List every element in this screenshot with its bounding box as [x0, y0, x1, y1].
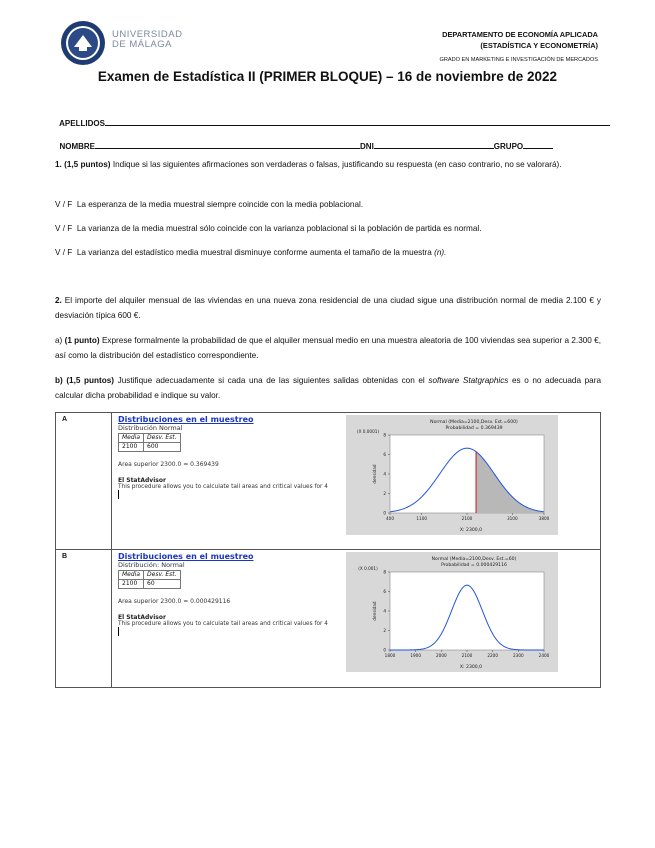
- q2-number: 2.: [55, 296, 62, 305]
- statement-1-text: La esperanza de la media muestral siempre coincide con la media poblacional.: [76, 200, 364, 209]
- output-label-b: B: [56, 550, 112, 688]
- university-line2: DE MÁLAGA: [112, 39, 172, 50]
- output-content-b: [112, 550, 601, 688]
- y-tick-label: 2: [383, 491, 386, 496]
- statadvisor-heading-b: El StatAdvisor: [118, 614, 166, 621]
- university-name: [112, 30, 182, 50]
- exam-title: Examen de Estadística II (PRIMER BLOQUE) – 16 de noviembre de 2022: [97, 69, 558, 84]
- x-tick-label: 1800: [384, 653, 396, 658]
- chart-panel-a: [346, 415, 558, 535]
- dist-sub-a: Distribución Normal: [118, 424, 183, 432]
- statgraphics-outputs-table: [55, 412, 601, 688]
- output-row-a: [56, 413, 601, 550]
- vf-option-3[interactable]: V / F: [55, 248, 73, 257]
- param-mean-value: 2100: [119, 580, 144, 589]
- text-cursor-a: [118, 490, 119, 499]
- x-tick-label: 1100: [416, 516, 428, 521]
- normal-chart-b: [346, 552, 558, 672]
- y-tick-label: 0: [383, 510, 386, 516]
- q2b-software: software Statgraphics: [428, 376, 509, 385]
- y-tick-label: 0: [383, 647, 386, 653]
- y-tick-label: 8: [383, 569, 386, 575]
- statgraphics-panel-b: [118, 552, 353, 636]
- statement-2: [55, 224, 625, 233]
- dist-sub-b: Distribución: Normal: [118, 561, 185, 569]
- q2-text: El importe del alquiler mensual de las viviendas en una nueva zona residencial de una ciudad sigue una distribución normal de media 2.100 € y desviación típica 600 €.: [55, 296, 602, 320]
- q2b-label: b): [55, 376, 63, 385]
- param-sd-value: 600: [144, 443, 181, 452]
- q2a-label: a): [55, 336, 63, 345]
- param-header-sd: Desv. Est.: [144, 434, 181, 443]
- x-tick-label: 2100: [461, 653, 473, 658]
- statgraphics-panel-a: [118, 415, 353, 499]
- degree-name: GRADO EN MARKETING E INVESTIGACIÓN DE MERCADOS: [439, 57, 598, 63]
- param-sd-value: 60: [144, 580, 181, 589]
- y-tick-label: 8: [383, 432, 386, 438]
- y-tick-label: 6: [383, 452, 386, 457]
- question-2b: [55, 373, 601, 403]
- x-tick-label: 2300: [512, 653, 524, 658]
- q2b-text-post: es o no adecuada para calcular dicha probabilidad e indique su valor.: [55, 376, 601, 400]
- output-row-b: [56, 550, 601, 688]
- y-axis-label: densidad: [372, 601, 377, 621]
- dist-title-b[interactable]: Distribuciones en el muestreo: [118, 552, 254, 561]
- vf-option-1[interactable]: V / F: [55, 200, 73, 209]
- question-2: [55, 293, 601, 323]
- x-tick-label: 2100: [461, 516, 473, 521]
- apellidos-label: APELLIDOS: [59, 119, 105, 128]
- department-heading: [442, 29, 598, 51]
- department-line2: (ESTADÍSTICA Y ECONOMETRÍA): [480, 41, 598, 50]
- university-seal-logo: [60, 20, 106, 66]
- y-tick-label: 6: [383, 589, 386, 594]
- y-scale-label: (X 0.001): [358, 566, 378, 571]
- q2a-points: (1 punto): [64, 336, 100, 345]
- q2b-text-pre: Justifique adecuadamente si cada una de las siguientes salidas obtenidas con el: [117, 376, 425, 385]
- question-1: [55, 157, 601, 172]
- q1-number: 1.: [55, 160, 62, 169]
- dni-field[interactable]: [360, 142, 494, 151]
- param-mean-value: 2100: [119, 443, 144, 452]
- area-result-a: Area superior 2300.0 = 0.369439: [118, 461, 219, 468]
- output-label-a: A: [56, 413, 112, 550]
- params-table-a: [118, 433, 181, 452]
- dni-label: DNI: [360, 142, 374, 151]
- x-axis-label: X: 2300,0: [459, 665, 483, 670]
- vf-option-2[interactable]: V / F: [55, 224, 73, 233]
- y-tick-label: 4: [383, 471, 386, 477]
- normal-chart-a: [346, 415, 558, 535]
- statadvisor-text-a: This procedure allows you to calculate tail areas and critical values for 4: [118, 484, 328, 490]
- name-row: [55, 131, 553, 151]
- x-tick-label: 1900: [410, 653, 422, 658]
- plot-area: [390, 572, 544, 650]
- question-2a: [55, 333, 601, 363]
- q2a-text: Exprese formalmente la probabilidad de que el alquiler mensual medio en una muestra aleatoria de 100 viviendas sea superior a 2.300 €, así como la distribución del estadístico correspondiente.: [55, 336, 601, 360]
- y-scale-label: (X 0.0001): [356, 429, 380, 434]
- x-axis-label: X: 2300,0: [459, 528, 483, 533]
- dist-title-a[interactable]: Distribuciones en el muestreo: [118, 415, 254, 424]
- statadvisor-heading-a: El StatAdvisor: [118, 477, 166, 484]
- department-line1: DEPARTAMENTO DE ECONOMÍA APLICADA: [442, 30, 598, 39]
- q1-text: Indique si las siguientes afirmaciones son verdaderas o falsas, justificando su respuesta (en caso contrario, no se valorará).: [112, 160, 562, 169]
- statement-2-text: La varianza de la media muestral sólo coincide con la varianza poblacional si la población de partida es normal.: [76, 224, 482, 233]
- q2b-points: (1,5 puntos): [66, 376, 115, 385]
- param-header-mean: Media: [119, 571, 144, 580]
- chart-subtitle: Probabilidad = 0.369439: [445, 426, 503, 431]
- area-result-b: Area superior 2300.0 = 0.000429116: [118, 598, 231, 605]
- statement-3: [55, 248, 625, 257]
- x-tick-label: 400: [386, 516, 394, 521]
- y-axis-label: densidad: [372, 464, 377, 484]
- y-tick-label: 2: [383, 628, 386, 633]
- param-header-sd: Desv. Est.: [144, 571, 181, 580]
- x-tick-label: 3100: [506, 516, 518, 521]
- nombre-label: NOMBRE: [59, 142, 96, 151]
- x-tick-label: 2400: [538, 653, 550, 658]
- x-tick-label: 2200: [487, 653, 499, 658]
- params-table-b: [118, 570, 181, 589]
- x-tick-label: 2000: [435, 653, 447, 658]
- nombre-field[interactable]: [59, 142, 360, 151]
- chart-title: Normal (Media=2100,Desv. Est.=600): [430, 420, 518, 425]
- chart-panel-b: [346, 552, 558, 672]
- grupo-label: GRUPO: [493, 142, 524, 151]
- chart-subtitle: Probabilidad = 0.000429116: [441, 563, 507, 568]
- param-header-mean: Media: [119, 434, 144, 443]
- plot-area: [390, 435, 544, 513]
- statement-1: [55, 200, 615, 209]
- university-line1: UNIVERSIDAD: [112, 29, 183, 40]
- statement-3-text: La varianza del estadístico media muestral disminuye conforme aumenta el tamaño de la muestra: [76, 248, 432, 257]
- n-variable: (n).: [434, 248, 447, 257]
- y-tick-label: 4: [383, 608, 386, 614]
- chart-title: Normal (Media=2100,Desv. Est.=60): [431, 557, 517, 562]
- q1-points: (1,5 puntos): [64, 160, 111, 169]
- apellidos-field[interactable]: [55, 108, 610, 128]
- grupo-field[interactable]: [494, 142, 553, 151]
- text-cursor-b: [118, 627, 119, 636]
- output-content-a: [112, 413, 601, 550]
- x-tick-label: 3800: [538, 516, 550, 521]
- statadvisor-text-b: This procedure allows you to calculate tail areas and critical values for 4: [118, 621, 328, 627]
